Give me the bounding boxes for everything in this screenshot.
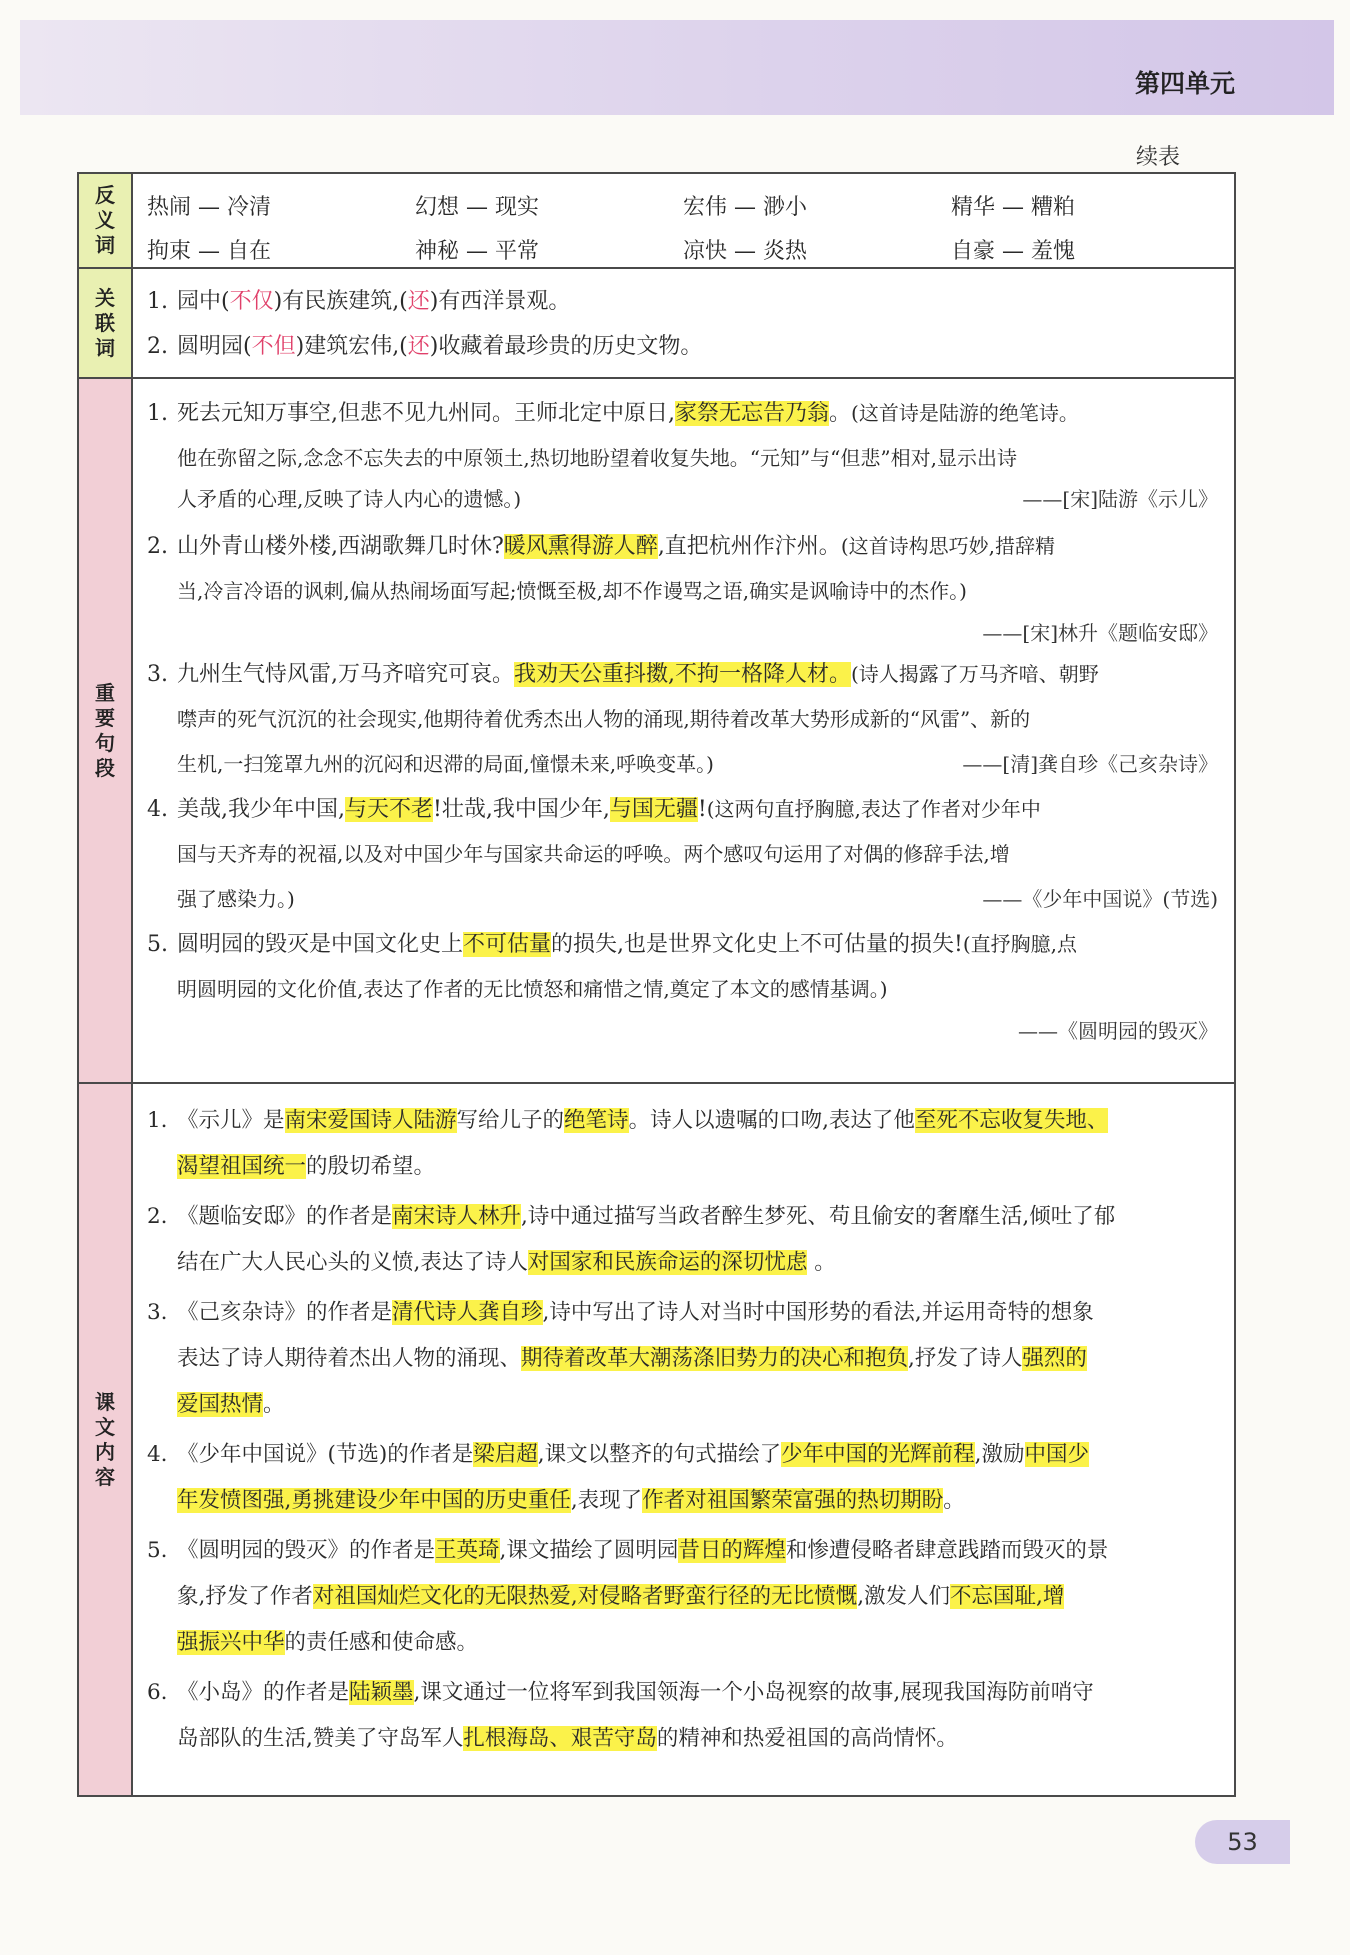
antonym-pair: 精华 — 糟粕 xyxy=(951,195,1075,220)
text-content-label: 课 文 内 容 xyxy=(79,1084,133,1795)
key-sentences-label: 重 要 句 段 xyxy=(79,379,133,1082)
text-content-row xyxy=(79,1082,1234,1795)
content-item: 4. 《少年中国说》(节选)的作者是梁启超,课文以整齐的句式描绘了少年中国的光辉前程,激励中国少 年发愤图强,勇挑建设少年中国的历史重任,表现了作者对祖国繁荣富强的热切期盼。 xyxy=(147,1442,1090,1513)
antonym-pair: 宏伟 — 渺小 xyxy=(683,195,807,220)
antonym-pair: 拘束 — 自在 xyxy=(147,239,271,264)
summary-table xyxy=(77,172,1236,1797)
content-item: 6. 《小岛》的作者是陆颖墨,课文通过一位将军到我国领海一个小岛视察的故事,展现我国海防前哨守 岛部队的生活,赞美了守岛军人扎根海岛、艰苦守岛的精神和热爱祖国的高尚情怀。 xyxy=(147,1680,1094,1751)
conjunction-item: 1. 园中(不仅)有民族建筑,(还)有西洋景观。 xyxy=(147,289,571,314)
unit-title: 第四单元 xyxy=(1134,69,1235,98)
content-item: 3. 《己亥杂诗》的作者是清代诗人龚自珍,诗中写出了诗人对当时中国形势的看法,并运用奇特的想象 表达了诗人期待着杰出人物的涌现、期待着改革大潮荡涤旧势力的决心和抱负,抒发了诗人强烈的 爱国热情。 xyxy=(147,1300,1094,1417)
antonym-pair: 热闹 — 冷清 xyxy=(147,195,271,220)
continued-label: 续表 xyxy=(1135,145,1180,170)
key-sentences-row xyxy=(79,377,1234,1082)
key-sentence-2: 2. 山外青山楼外楼,西湖歌舞几时休?暖风熏得游人醉,直把杭州作汴州。(这首诗构思巧妙,措辞精 当,冷言冷语的讽刺,偏从热闹场面写起;愤慨至极,却不作谩骂之语,确实是讽喻诗中的杰作。) ——[宋]林升《题临安邸》 xyxy=(147,524,1224,652)
antonyms-row xyxy=(79,174,1234,267)
antonym-pair: 凉快 — 炎热 xyxy=(683,239,807,264)
content-list xyxy=(133,1084,1234,1795)
key-sentence-4: 4. 美哉,我少年中国,与天不老!壮哉,我中国少年,与国无疆!(这两句直抒胸臆,表达了作者对少年中 国与天齐寿的祝福,以及对中国少年与国家共命运的呼唤。两个感叹句运用了对偶的修辞手法,增 强了感染力。) ——《少年中国说》(节选) xyxy=(147,797,1218,911)
key-sentence-3: 3. 九州生气恃风雷,万马齐喑究可哀。我劝天公重抖擞,不拘一格降人材。(诗人揭露了万马齐喑、朝野 噤声的死气沉沉的社会现实,他期待着优秀杰出人物的涌现,期待着改革大势形成新的“风雷”、新的 生机,一扫笼罩九州的沉闷和迟滞的局面,憧憬未来,呼唤变革。) ——[清]龚自珍《己亥杂诗》 xyxy=(147,662,1218,776)
content-item: 5. 《圆明园的毁灭》的作者是王英琦,课文描绘了圆明园昔日的辉煌和惨遭侵略者肆意践踏而毁灭的景 象,抒发了作者对祖国灿烂文化的无限热爱,对侵略者野蛮行径的无比愤慨,激发人们不忘国耻,增 强振兴中华的责任感和使命感。 xyxy=(147,1538,1109,1655)
content-item: 2. 《题临安邸》的作者是南宋诗人林升,诗中通过描写当政者醉生梦死、苟且偷安的奢靡生活,倾吐了郁 结在广大人民心头的义愤,表达了诗人对国家和民族命运的深切忧虑 。 xyxy=(147,1204,1116,1275)
source-citation: ——[宋]林升《题临安邸》 xyxy=(982,621,1218,645)
conjunctions-label: 关 联 词 xyxy=(79,269,133,377)
antonym-pair: 自豪 — 羞愧 xyxy=(951,239,1075,264)
antonym-pairs xyxy=(147,174,1224,274)
antonym-pair: 神秘 — 平常 xyxy=(415,239,539,264)
conjunction-item: 2. 圆明园(不但)建筑宏伟,(还)收藏着最珍贵的历史文物。 xyxy=(147,334,703,359)
conjunctions-row xyxy=(79,267,1234,377)
page-number: 53 xyxy=(1195,1820,1290,1864)
content-item: 1. 《示儿》是南宋爱国诗人陆游写给儿子的绝笔诗。诗人以遗嘱的口吻,表达了他至死不忘收复失地、 渴望祖国统一的殷切希望。 xyxy=(147,1108,1109,1179)
antonyms-label: 反 义 词 xyxy=(79,174,133,267)
key-sentence-1: 1. 死去元知万事空,但悲不见九州同。王师北定中原日,家祭无忘告乃翁。(这首诗是陆游的绝笔诗。 他在弥留之际,念念不忘失去的中原领土,热切地盼望着收复失地。“元知”与“但悲”相对,显示出诗 人矛盾的心理,反映了诗人内心的遗憾。) ——[宋]陆游《示儿》 xyxy=(147,401,1218,511)
source-citation: ——《圆明园的毁灭》 xyxy=(1018,1019,1218,1043)
antonym-pair: 幻想 — 现实 xyxy=(415,195,539,220)
key-sentence-5: 5. 圆明园的毁灭是中国文化史上不可估量的损失,也是世界文化史上不可估量的损失!(直抒胸臆,点 明圆明园的文化价值,表达了作者的无比愤怒和痛惜之情,奠定了本文的感情基调。) ——《圆明园的毁灭》 xyxy=(147,922,1224,1050)
